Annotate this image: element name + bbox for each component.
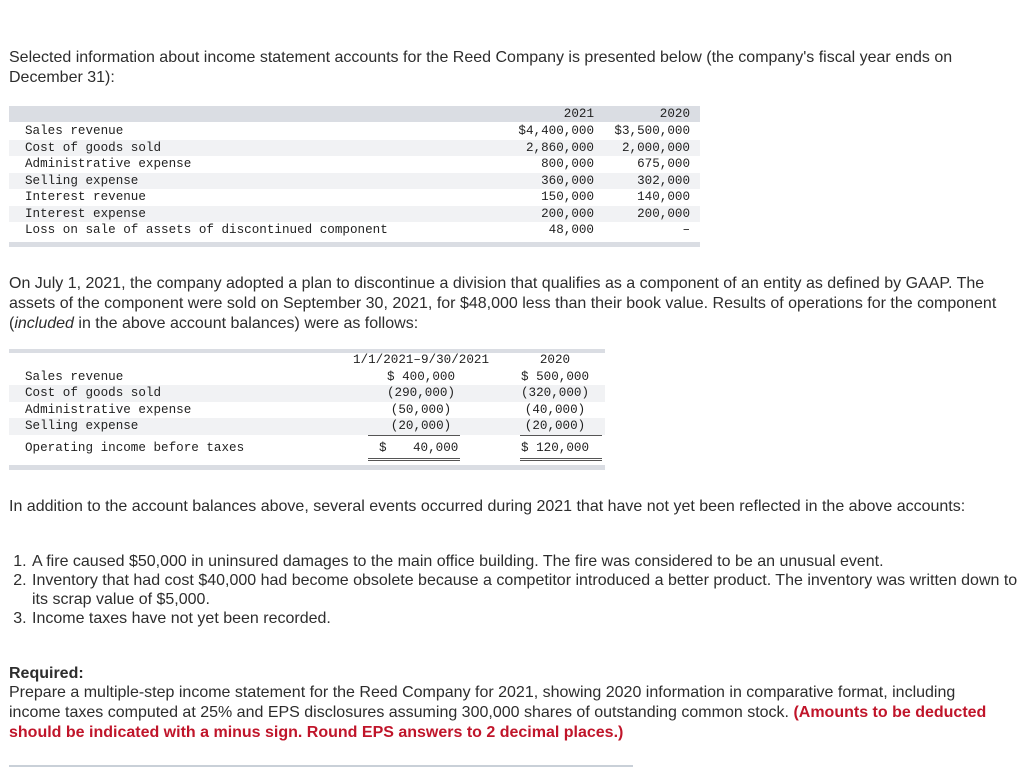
value-2021: (20,000) — [390, 419, 452, 433]
table-row — [9, 402, 605, 419]
table-row — [9, 173, 700, 190]
value-2021: (50,000) — [390, 402, 452, 417]
required-title: Required: — [9, 665, 84, 682]
value-2020: (40,000) — [524, 402, 586, 417]
accounts-table-footer — [9, 242, 700, 247]
divider — [9, 765, 633, 767]
total-double-rule — [368, 458, 460, 459]
total-2020: $ 120,000 — [520, 441, 590, 455]
row-label: Interest expense — [25, 206, 146, 221]
row-label: Selling expense — [25, 419, 139, 433]
table-row — [9, 369, 605, 386]
value-2021: 150,000 — [541, 190, 594, 204]
dollar-sign: $ — [379, 441, 387, 455]
table-row — [9, 206, 700, 223]
discontinued-text — [9, 274, 1011, 334]
row-label: Sales revenue — [25, 124, 124, 138]
events-intro: In addition to the account balances above, several events occurred during 2021 that have not yet been reflected in the above accounts: — [9, 498, 966, 515]
component-table-bottom-band — [9, 465, 605, 470]
value-2021: $4,400,000 — [518, 124, 594, 138]
list-item: 1. A fire caused $50,000 in uninsured damages to the main office building. The fire was considered to be an unusual event. — [31, 552, 1021, 571]
value-2020: (320,000) — [520, 386, 590, 400]
value-2020: – — [682, 223, 690, 237]
row-label: Interest revenue — [25, 190, 146, 204]
header-2020: 2020 — [539, 353, 571, 367]
required-body: Prepare a multiple-step income statement for the Reed Company for 2021, showing 2020 information in comparative format, including income taxes computed at 25% and EPS disclosures assuming 300,000 shares of outstanding common stock. — [9, 684, 956, 721]
row-label: Administrative expense — [25, 157, 192, 171]
total-row — [9, 439, 605, 457]
table-row — [9, 222, 700, 239]
value-2020: 200,000 — [637, 206, 690, 221]
row-label: Administrative expense — [25, 402, 192, 417]
header-2020: 2020 — [659, 107, 690, 121]
header-period-2021: 1/1/2021–9/30/2021 — [352, 353, 490, 367]
value-2021: 800,000 — [541, 157, 594, 171]
table-row — [9, 156, 700, 173]
table-row — [9, 385, 605, 402]
events-list — [9, 552, 1021, 628]
value-2021: 2,860,000 — [525, 140, 594, 155]
required-note: (Amounts to be deducted should be indicated with a minus sign. Round EPS answers to 2 decimal places.) — [9, 704, 987, 741]
value-2021: 200,000 — [541, 206, 594, 221]
component-table-header — [9, 352, 605, 369]
value-2020: 2,000,000 — [621, 140, 690, 155]
row-label: Loss on sale of assets of discontinued component — [25, 223, 388, 237]
value-2021: $ 400,000 — [386, 369, 456, 384]
subtotal-rule — [520, 435, 602, 436]
required-text — [9, 683, 1011, 743]
row-label: Sales revenue — [25, 369, 124, 384]
value-2020: $ 500,000 — [520, 369, 590, 384]
total-2021: 40,000 — [413, 441, 459, 455]
total-double-rule — [368, 460, 460, 461]
discontinued-text-start: On July 1, 2021, the company adopted a plan to discontinue a division that qualifies as a component of an entity as defined by GAAP. The assets of the component were sold on September 30, 2021, for $48,000 less than their book value. Results of operations for the component ( — [9, 275, 997, 332]
intro-text: Selected information about income statement accounts for the Reed Company is presented below (the company's fiscal year ends on December 31): — [9, 49, 953, 86]
row-label: Cost of goods sold — [25, 140, 162, 155]
value-2020: $3,500,000 — [614, 124, 690, 138]
accounts-table-header — [9, 106, 700, 122]
table-row — [9, 123, 700, 140]
value-2020: (20,000) — [524, 419, 586, 433]
row-label: Selling expense — [25, 173, 139, 188]
list-item: 3. Income taxes have not yet been recorded. — [31, 609, 1021, 628]
total-double-rule — [520, 460, 602, 461]
table-row — [9, 189, 700, 206]
value-2021: 360,000 — [541, 173, 594, 188]
value-2020: 140,000 — [637, 190, 690, 204]
table-row — [9, 418, 605, 435]
list-item: 2. Inventory that had cost $40,000 had become obsolete because a competitor introduced a better product. The inventory was written down to its scrap value of $5,000. — [31, 571, 1021, 609]
row-label: Cost of goods sold — [25, 386, 162, 400]
header-2021: 2021 — [563, 107, 594, 121]
row-label: Operating income before taxes — [25, 441, 245, 455]
value-2020: 675,000 — [637, 157, 690, 171]
discontinued-text-italic: included — [14, 315, 74, 332]
value-2021: (290,000) — [386, 386, 456, 400]
value-2021: 48,000 — [548, 223, 594, 237]
table-row — [9, 140, 700, 157]
value-2020: 302,000 — [637, 173, 690, 188]
subtotal-rule — [368, 435, 460, 436]
total-double-rule — [520, 458, 602, 459]
discontinued-text-end: in the above account balances) were as follows: — [73, 315, 419, 332]
